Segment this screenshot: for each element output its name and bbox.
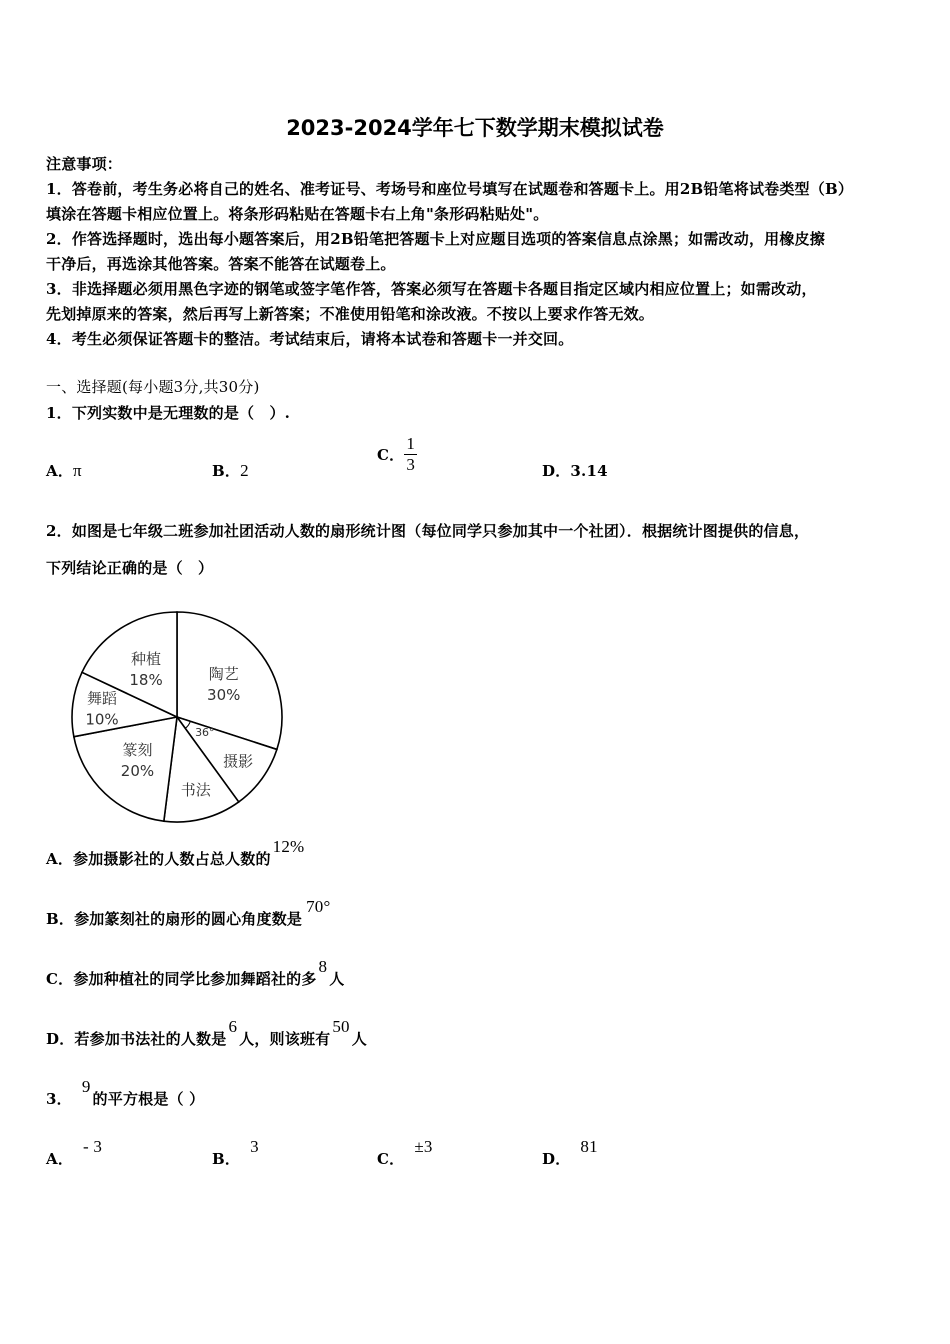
option-math: 12% xyxy=(272,837,305,856)
notice-line: 3．非选择题必须用黑色字迹的钢笔或签字笔作答，答案必须写在答题卡各题目指定区域内相应位置上；如需改动， xyxy=(46,280,817,298)
option-label: C． xyxy=(377,446,405,464)
fraction-numerator: 1 xyxy=(406,434,416,453)
option-math: 70° xyxy=(306,897,331,916)
notice-line: 4．考生必须保证答题卡的整洁。考试结束后，请将本试卷和答题卡一并交回。 xyxy=(46,330,574,348)
q2-option-d[interactable] xyxy=(46,1017,367,1049)
notice-heading: 注意事项： xyxy=(46,155,123,173)
option-value: π xyxy=(73,461,82,480)
q2-option-b[interactable] xyxy=(46,897,331,929)
option-label: B． xyxy=(212,462,241,480)
option-label: D． xyxy=(46,1030,75,1048)
option-value: - 3 xyxy=(83,1137,103,1156)
notice-line: 2．作答选择题时，选出每小题答案后，用2B铅笔把答题卡上对应题目选项的答案信息点涂黑；如需改动，用橡皮擦 xyxy=(46,230,825,248)
section-heading: 一、选择题(每小题3分,共30分) xyxy=(46,378,260,396)
option-label: B． xyxy=(212,1150,241,1168)
notice-line: 干净后，再选涂其他答案。答案不能答在试题卷上。 xyxy=(46,255,396,273)
option-value: 2 xyxy=(240,461,249,480)
pie-slice-name: 书法 xyxy=(180,781,211,800)
option-tail: 人 xyxy=(329,970,345,988)
pie-slice-name: 陶艺 xyxy=(208,665,239,684)
pie-angle-label: 36° xyxy=(195,725,215,739)
q1-option-a[interactable] xyxy=(46,460,82,481)
q3-stem-text: 的平方根是（ ） xyxy=(92,1090,205,1108)
q3-number: 3． xyxy=(46,1090,72,1108)
option-value: ±3 xyxy=(414,1137,433,1156)
option-text: 参加篆刻社的扇形的圆心角度数是 xyxy=(74,910,303,928)
q1-option-d[interactable] xyxy=(542,460,608,481)
q3-option-d[interactable] xyxy=(542,1137,598,1169)
q3-option-b[interactable] xyxy=(212,1137,259,1169)
pie-slice-percent: 20% xyxy=(120,762,155,781)
q2-stem-line1: 2．如图是七年级二班参加社团活动人数的扇形统计图（每位同学只参加其中一个社团）．根据统计图提供的信息， xyxy=(46,522,810,540)
option-value: 81 xyxy=(580,1137,598,1156)
q3-option-c[interactable] xyxy=(377,1137,433,1169)
q1-option-b[interactable] xyxy=(212,460,249,481)
option-mid: 人，则该班有 xyxy=(239,1030,331,1048)
pie-slice-percent: 10% xyxy=(85,710,119,729)
pie-slice-name: 摄影 xyxy=(223,752,254,771)
q1-option-c[interactable] xyxy=(377,434,417,475)
option-value: 3.14 xyxy=(570,462,608,480)
notice-line: 填涂在答题卡相应位置上。将条形码粘贴在答题卡右上角"条形码粘贴处"。 xyxy=(46,205,549,223)
q2-option-a[interactable] xyxy=(46,837,305,869)
option-math: 50 xyxy=(332,1017,350,1036)
option-label: A． xyxy=(46,850,74,868)
pie-slice-name: 篆刻 xyxy=(122,741,153,760)
q2-stem-line2: 下列结论正确的是（ ） xyxy=(46,559,214,577)
option-label: B． xyxy=(46,910,75,928)
q2-option-c[interactable] xyxy=(46,957,345,989)
option-label: D． xyxy=(542,1150,571,1168)
option-label: C． xyxy=(46,970,74,988)
pie-slice-percent: 18% xyxy=(129,671,163,690)
pie-slice-percent: 30% xyxy=(207,686,241,705)
option-label: D． xyxy=(542,462,571,480)
q1-stem: 1．下列实数中是无理数的是（ ）. xyxy=(46,404,291,422)
fraction xyxy=(404,434,417,475)
option-text: 参加摄影社的人数占总人数的 xyxy=(73,850,271,868)
pie-slice-name: 种植 xyxy=(131,650,162,669)
option-math: 6 xyxy=(228,1017,238,1036)
q3-stem xyxy=(46,1077,205,1109)
option-tail: 人 xyxy=(351,1030,367,1048)
fraction-denominator: 3 xyxy=(406,455,416,474)
option-value: 3 xyxy=(250,1137,259,1156)
pie-slice-name: 舞蹈 xyxy=(86,689,118,708)
notice-line: 1．答卷前，考生务必将自己的姓名、准考证号、考场号和座位号填写在试题卷和答题卡上。用2B铅笔将试卷类型（B） xyxy=(46,180,854,198)
pie-chart xyxy=(66,600,296,836)
q3-math: 9 xyxy=(81,1077,91,1096)
option-label: A． xyxy=(46,1150,74,1168)
option-text: 若参加书法社的人数是 xyxy=(74,1030,227,1048)
notice-line: 先划掉原来的答案，然后再写上新答案；不准使用铅笔和涂改液。不按以上要求作答无效。 xyxy=(46,305,655,323)
option-text: 参加种植社的同学比参加舞蹈社的多 xyxy=(73,970,317,988)
option-math: 8 xyxy=(318,957,328,976)
option-label: C． xyxy=(377,1150,405,1168)
q3-option-a[interactable] xyxy=(46,1137,103,1169)
option-label: A． xyxy=(46,462,74,480)
page-title: 2023-2024学年七下数学期末模拟试卷 xyxy=(286,116,664,140)
